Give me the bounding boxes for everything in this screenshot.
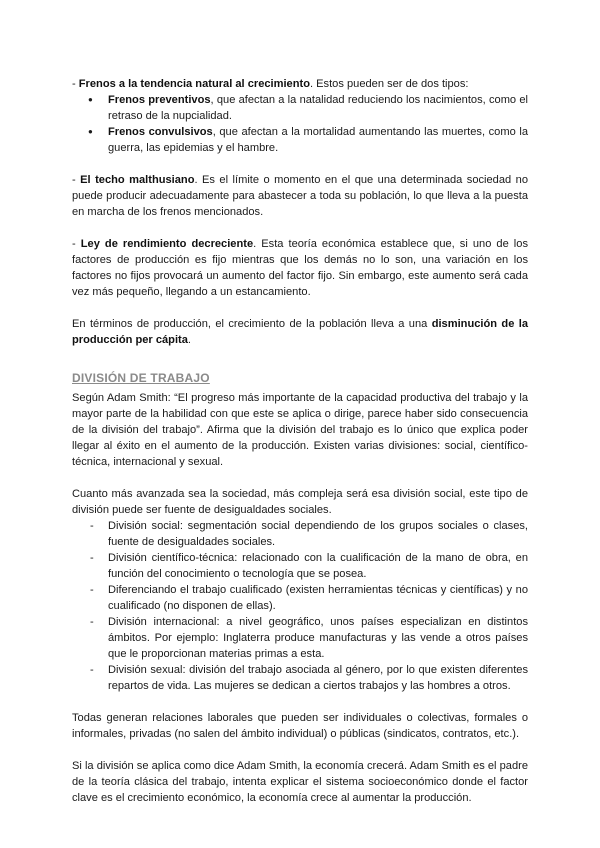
section-title-division: DIVISIÓN DE TRABAJO [72, 371, 210, 385]
produccion-end: . [187, 334, 191, 346]
produccion-text: En términos de producción, el crecimiento de la población lleva a una [72, 318, 432, 330]
ley-paragraph [72, 236, 528, 300]
division-types [72, 486, 528, 694]
document-page [72, 76, 528, 806]
list-item: - División internacional: a nivel geográfico, unos países especializan en distintos ámbitos. Por ejemplo: Inglaterra produce manufacturas y las vende a otros países que le proporcionan materias primas a esta. [72, 614, 528, 662]
techo-text: . Es el límite o momento en el que una determinada sociedad no puede producir adecuadamente para abastecer a toda su población, lo que lleva a la puesta en marcha de los frenos mencionados. [72, 174, 528, 218]
frenos-convulsivos-text: , que afectan a la mortalidad aumentando las muertes, como la guerra, las epidemias y el hambre. [108, 126, 528, 154]
techo-paragraph [72, 172, 528, 220]
techo-heading: El techo malthusiano [80, 174, 195, 186]
frenos-intro-text: . Estos pueden ser de dos tipos: [309, 78, 469, 90]
techo-dash: - [72, 174, 81, 186]
frenos-heading: Frenos a la tendencia natural al crecimiento [78, 78, 310, 90]
list-item: - División científico-técnica: relacionado con la cualificación de la mano de obra, en función del conocimiento o tecnología que se posea. [72, 550, 528, 582]
division-paragraph-1: Según Adam Smith: “El progreso más importante de la capacidad productiva del trabajo y la mayor parte de la habilidad con que este se aplica o dirige, parece haber sido consecuencia de la división del trabajo”. Afirma que la división del trabajo es lo único que explica poder llegar al éxito en el aumento de la producción. Existen varias divisiones: social, científico-técnica, internacional y sexual. [72, 392, 528, 468]
frenos-list [72, 92, 528, 156]
division-paragraph-4: Si la división se aplica como dice Adam Smith, la economía crecerá. Adam Smith es el padre de la teoría clásica del trabajo, intenta explicar el sistema socioeconómico donde el factor clave es el crecimiento económico, la economía crece al aumentar la producción. [72, 760, 528, 804]
frenos-intro [72, 76, 528, 92]
list-item: - División sexual: división del trabajo asociada al género, por lo que existen diferentes repartos de vida. Las mujeres se dedican a ciertos trabajos y las hombres a otros. [72, 662, 528, 694]
frenos-dash: - [72, 78, 79, 90]
ley-heading: Ley de rendimiento decreciente [80, 238, 254, 250]
division-paragraph-3: Todas generan relaciones laborales que pueden ser individuales o colectivas, formales o informales, privadas (no salen del ámbito individual) o públicas (sindicatos, contratos, etc.). [72, 712, 528, 740]
ley-text: . Esta teoría económica establece que, si uno de los factores de producción es fijo mientras que los demás no lo son, una variación en los factores no fijos provocará un aumento del factor fijo. Sin embargo, este aumento será cada vez más pequeño, llegando a un estancamiento. [72, 238, 528, 298]
ley-dash: - [72, 238, 81, 250]
division-list [72, 518, 528, 694]
list-item [72, 124, 528, 156]
frenos-convulsivos-label: Frenos convulsivos [108, 126, 213, 138]
frenos-section [72, 76, 528, 156]
frenos-preventivos-text: , que afectan a la natalidad reduciendo los nacimientos, como el retraso de la nupcialidad. [108, 94, 528, 122]
list-item [72, 92, 528, 124]
produccion-paragraph [72, 316, 528, 348]
frenos-preventivos-label: Frenos preventivos [108, 94, 211, 106]
produccion-bold: disminución de la producción per cápita [72, 318, 528, 346]
division-paragraph-2: Cuanto más avanzada sea la sociedad, más compleja será esa división social, este tipo de división puede ser fuente de desigualdades sociales. [72, 488, 528, 516]
list-item: - División social: segmentación social dependiendo de los grupos sociales o clases, fuente de desigualdades sociales. [72, 518, 528, 550]
list-item: - Diferenciando el trabajo cualificado (existen herramientas técnicas y científicas) y no cualificado (no disponen de ellas). [72, 582, 528, 614]
